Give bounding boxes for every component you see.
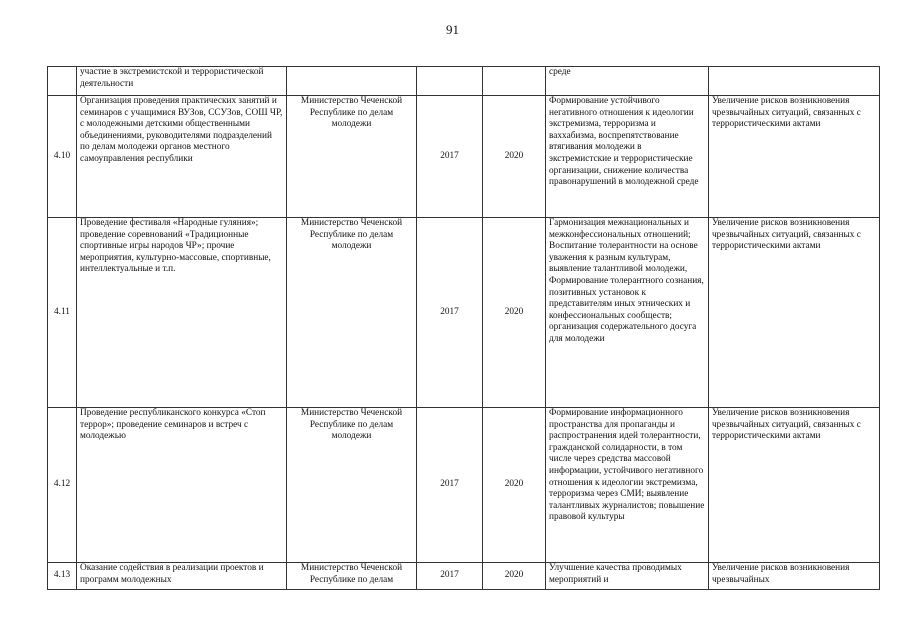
risk-cell: [709, 67, 880, 96]
year-end-cell: 2020: [483, 563, 546, 590]
year-end-cell: 2020: [483, 408, 546, 563]
result-cell: Формирование информационного пространства для пропаганды и распространения идей толерантности, гражданской солидарности, в том числе через средства массовой информации, устойчивого негативного отношения к идеологии экстремизма, терроризма через СМИ; выявление талантливых журналистов; повышение правовой культуры: [546, 408, 709, 563]
result-cell: Улучшение качества проводимых мероприятий и: [546, 563, 709, 590]
result-cell: среде: [546, 67, 709, 96]
table-row: [48, 218, 880, 408]
activity-cell: участие в экстремистской и террористической деятельности: [77, 67, 287, 96]
risk-cell: Увеличение рисков возникновения чрезвычайных: [709, 563, 880, 590]
year-start-cell: 2017: [417, 563, 483, 590]
organization-cell: Министерство Чеченской Республике по делам молодежи: [287, 408, 417, 563]
year-end-cell: 2020: [483, 96, 546, 218]
risk-cell: Увеличение рисков возникновения чрезвычайных ситуаций, связанных с террористическими актами: [709, 96, 880, 218]
year-end-cell: 2020: [483, 218, 546, 408]
risk-cell: Увеличение рисков возникновения чрезвычайных ситуаций, связанных с террористическими актами: [709, 408, 880, 563]
year-start-cell: [417, 67, 483, 96]
row-number: 4.10: [48, 96, 77, 218]
result-cell: Формирование устойчивого негативного отношения к идеологии экстремизма, терроризма и ваххабизма, воспрепятствование втягивания молодежи в экстремистские и террористические организации, снижение количества правонарушений в молодежной среде: [546, 96, 709, 218]
table-row: [48, 67, 880, 96]
activity-cell: Проведение республиканского конкурса «Стоп террор»; проведение семинаров и встреч с молодежью: [77, 408, 287, 563]
year-end-cell: [483, 67, 546, 96]
activity-cell: Организация проведения практических занятий и семинаров с учащимися ВУЗов, ССУЗов, СОШ ЧР, с молодежными детскими общественными объединениями, руководителями подразделений по делам молодежи органов местного самоуправления республики: [77, 96, 287, 218]
organization-cell: Министерство Чеченской Республике по делам: [287, 563, 417, 590]
year-start-cell: 2017: [417, 218, 483, 408]
organization-cell: [287, 67, 417, 96]
organization-cell: Министерство Чеченской Республике по делам молодежи: [287, 96, 417, 218]
activity-cell: Оказание содействия в реализации проектов и программ молодежных: [77, 563, 287, 590]
result-cell: Гармонизация межнациональных и межконфессиональных отношений; Воспитание толерантности на основе уважения к разным культурам, выявление талантливой молодежи, Формирование толерантного сознания, позитивных установок к представителям иных этнических и конфессиональных сообществ; организация содержательного досуга для молодежи: [546, 218, 709, 408]
table-row: [48, 408, 880, 563]
page-number: 91: [446, 22, 459, 37]
row-number: [48, 67, 77, 96]
table-row: [48, 96, 880, 218]
organization-cell: Министерство Чеченской Республике по делам молодежи: [287, 218, 417, 408]
risk-cell: Увеличение рисков возникновения чрезвычайных ситуаций, связанных с террористическими актами: [709, 218, 880, 408]
row-number: 4.11: [48, 218, 77, 408]
row-number: 4.13: [48, 563, 77, 590]
row-number: 4.12: [48, 408, 77, 563]
table-row: [48, 563, 880, 590]
measures-table: [47, 66, 880, 590]
activity-cell: Проведение фестиваля «Народные гуляния»; проведение соревнований «Традиционные спортивные игры народов ЧР»; прочие мероприятия, культурно-массовые, спортивные, интеллектуальные и т.п.: [77, 218, 287, 408]
year-start-cell: 2017: [417, 96, 483, 218]
year-start-cell: 2017: [417, 408, 483, 563]
